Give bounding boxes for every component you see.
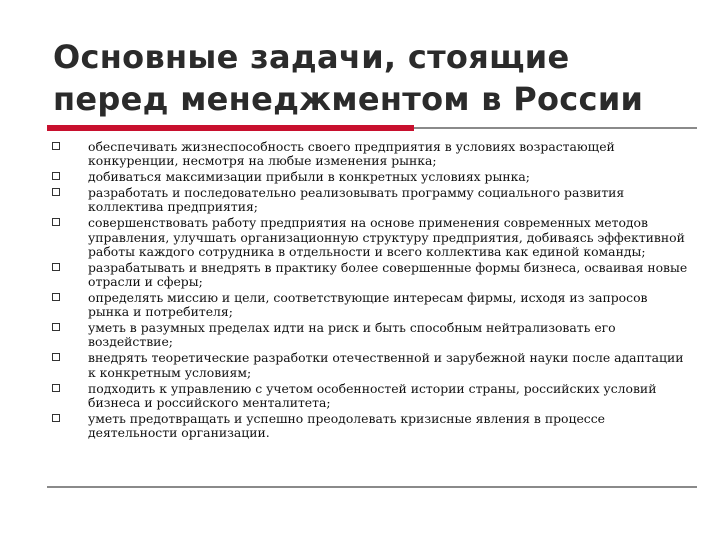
hollow-square-icon bbox=[52, 323, 60, 331]
list-item bbox=[52, 321, 692, 349]
list-item bbox=[52, 291, 692, 319]
list-item bbox=[52, 261, 692, 289]
hollow-square-icon bbox=[52, 188, 60, 196]
hollow-square-icon bbox=[52, 142, 60, 150]
list-item-text: разработать и последовательно реализовывать программу социального развития коллектива предприятия; bbox=[88, 185, 625, 215]
list-item-text: добиваться максимизации прибыли в конкретных условиях рынка; bbox=[88, 169, 530, 185]
hollow-square-icon bbox=[52, 414, 60, 422]
list-item bbox=[52, 412, 692, 440]
list-item bbox=[52, 170, 692, 184]
list-item bbox=[52, 140, 692, 168]
hollow-square-icon bbox=[52, 293, 60, 301]
list-item-text: обеспечивать жизнеспособность своего предприятия в условиях возрастающей конкуренции, несмотря на любые изменения рынка; bbox=[88, 139, 615, 169]
list-item bbox=[52, 382, 692, 410]
hollow-square-icon bbox=[52, 263, 60, 271]
list-item-text: разрабатывать и внедрять в практику более совершенные формы бизнеса, осваивая новые отрасли и сферы; bbox=[88, 259, 688, 290]
bottom-divider bbox=[47, 486, 697, 488]
list-item-text: совершенствовать работу предприятия на основе применения современных методов управления, улучшать организационную структуру предприятия, добиваясь эффективной работы каждого сотрудника в отдельности и всего коллектива как единой команды; bbox=[88, 215, 685, 259]
list-item bbox=[52, 186, 692, 214]
list-item bbox=[52, 351, 692, 379]
task-list bbox=[52, 140, 692, 442]
list-item-text: внедрять теоретические разработки отечественной и зарубежной науки после адаптации к конкретным условиям; bbox=[88, 350, 684, 380]
slide-title: Основные задачи, стоящие перед менеджментом в России bbox=[53, 38, 644, 118]
list-item-text: подходить к управлению с учетом особенностей истории страны, российских условий бизнеса и российского менталитета; bbox=[88, 380, 657, 410]
list-item-text: уметь предотвращать и успешно преодолевать кризисные явления в процессе деятельности организации. bbox=[88, 410, 606, 441]
list-item-text: определять миссию и цели, соответствующие интересам фирмы, исходя из запросов рынка и потребителя; bbox=[88, 290, 648, 320]
hollow-square-icon bbox=[52, 218, 60, 226]
hollow-square-icon bbox=[52, 172, 60, 180]
hollow-square-icon bbox=[52, 353, 60, 361]
list-item-text: уметь в разумных пределах идти на риск и быть способным нейтрализовать его воздействие; bbox=[88, 320, 616, 350]
hollow-square-icon bbox=[52, 384, 60, 392]
title-accent-bar bbox=[47, 125, 414, 131]
list-item bbox=[52, 216, 692, 259]
